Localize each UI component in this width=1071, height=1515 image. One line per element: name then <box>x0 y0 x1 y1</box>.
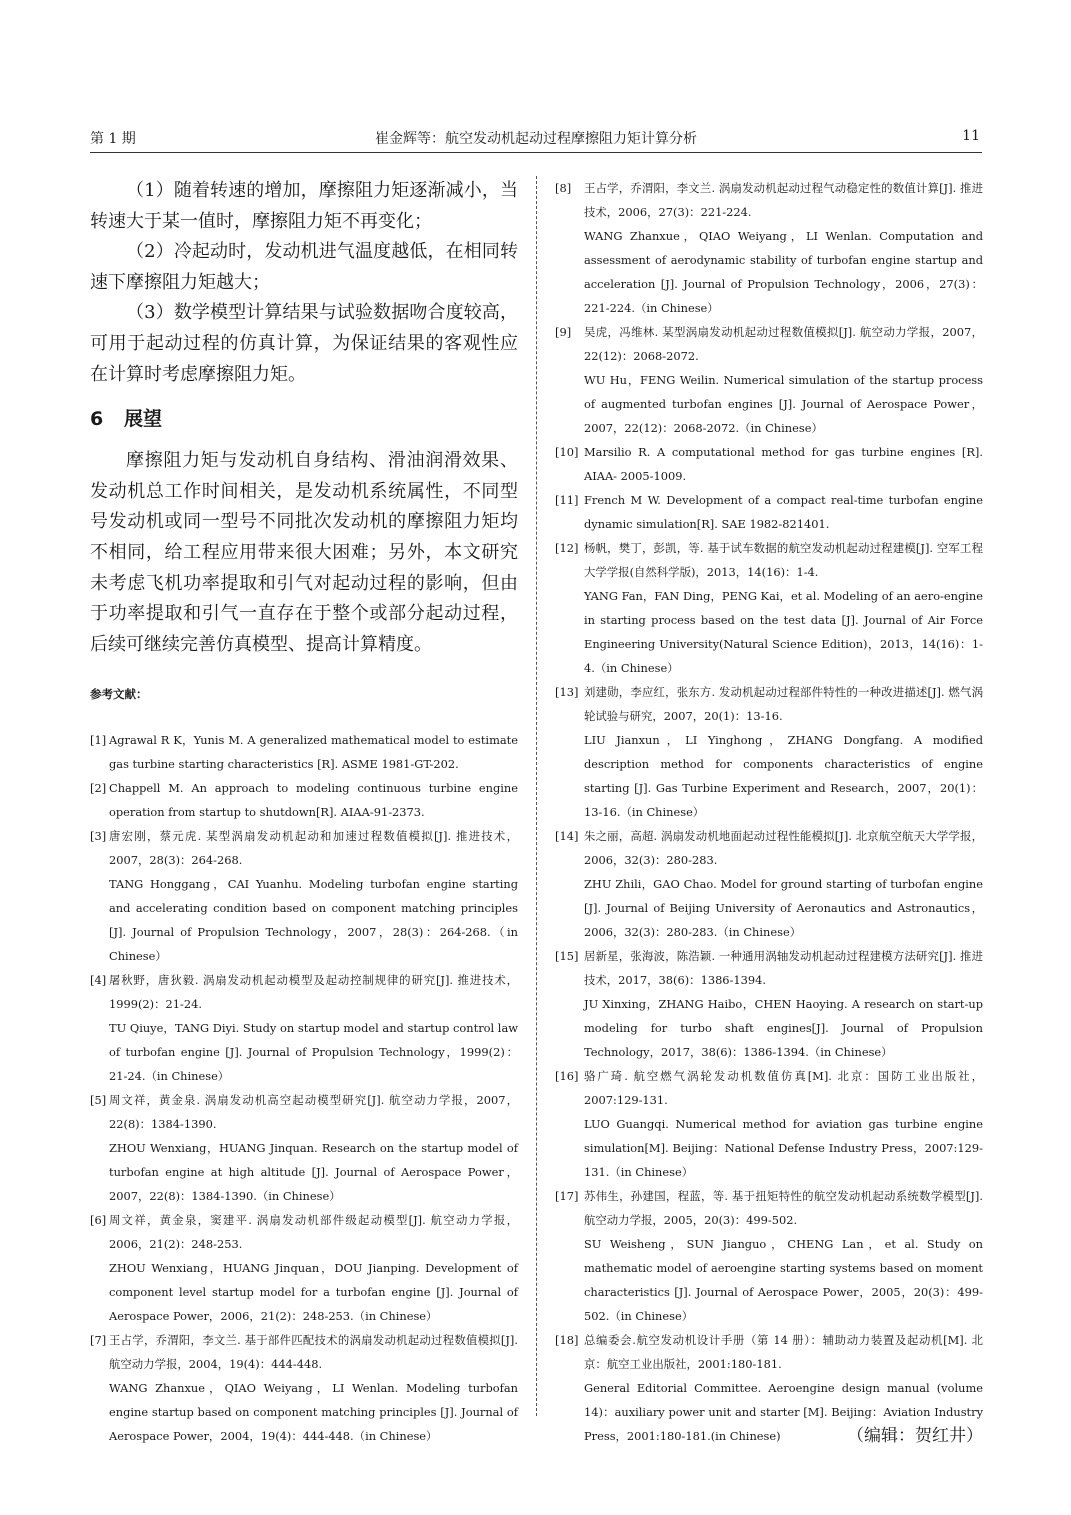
reference-number: [11] <box>555 493 579 507</box>
reference-text-en: WU Hu，FENG Weilin. Numerical simulation of the startup process of augmented turbofan engines [J]. Journal of Aerospace Power，2007，22(12)：2068-2072.（in Chinese） <box>584 373 983 435</box>
reference-item <box>90 824 518 968</box>
reference-item <box>555 680 983 824</box>
references-title: 参考文献： <box>90 687 148 702</box>
page-number: 11 <box>962 128 980 144</box>
reference-text: 杨帆，樊丁，彭凯，等. 基于试车数据的航空发动机起动过程建模[J]. 空军工程大学学报(自然科学版)，2013，14(16)：1-4. <box>584 541 983 579</box>
reference-item <box>90 1328 518 1448</box>
reference-number: [15] <box>555 949 579 963</box>
section-body: 摩擦阻力矩与发动机自身结构、滑油润滑效果、发动机总工作时间相关，是发动机系统属性，不同型号发动机或同一型号不同批次发动机的摩擦阻力矩均不相同，给工程应用带来很大困难；另外，本文研究未考虑飞机功率提取和引气对起动过程的影响，但由于功率提取和引气一直存在于整个或部分起动过程，后续可继续完善仿真模型、提高计算精度。 <box>90 450 518 655</box>
reference-number: [7] <box>90 1333 107 1348</box>
reference-number: [16] <box>555 1069 579 1083</box>
reference-item <box>555 440 983 488</box>
reference-text: Marsilio R. A computational method for gas turbine engines [R]. AIAA- 2005-1009. <box>584 445 983 483</box>
reference-text-en: YANG Fan，FAN Ding，PENG Kai，et al. Modeling of an aero-engine in starting process based on the test data [J]. Journal of Air Force Engineering University(Natural Science Edition)，2013，14(16)：1-4.（in Chinese） <box>584 589 983 675</box>
reference-text: 周文祥，黄金泉，窦建平. 涡扇发动机部件级起动模型[J]. 航空动力学报，2006，21(2)：248-253. <box>109 1213 518 1252</box>
reference-number: [9] <box>555 325 572 339</box>
reference-text: 居新星，张海波，陈浩颖. 一种通用涡轴发动机起动过程建模方法研究[J]. 推进技术，2017，38(6)：1386-1394. <box>584 949 983 987</box>
conclusion-item-3: （3）数学模型计算结果与试验数据吻合度较高，可用于起动过程的仿真计算，为保证结果的客观性应在计算时考虑摩擦阻力矩。 <box>90 302 518 385</box>
reference-text-en: ZHOU Wenxiang，HUANG Jinquan，DOU Jianping. Development of component level startup model for a turbofan engine [J]. Journal of Aerospace Power，2006，21(2)：248-253.（in Chinese） <box>109 1261 518 1324</box>
reference-item <box>555 1064 983 1184</box>
reference-text-en: SU Weisheng，SUN Jianguo，CHENG Lan，et al. Study on mathematic model of aeroengine starting systems based on moment characteristics [J]. Journal of Aerospace Power，2005，20(3)：499-502.（in Chinese） <box>584 1237 983 1323</box>
reference-text: French M W. Development of a compact real-time turbofan engine dynamic simulation[R]. SAE 1982-821401. <box>584 493 983 531</box>
reference-text-en: LUO Guangqi. Numerical method for aviation gas turbine engine simulation[M]. Beijing：National Defense Industry Press，2007:129-131.（in Chinese） <box>584 1117 983 1179</box>
reference-number: [5] <box>90 1093 107 1108</box>
reference-text: Agrawal R K，Yunis M. A generalized mathematical model to estimate gas turbine starting characteristics [R]. ASME 1981-GT-202. <box>109 733 518 772</box>
reference-number: [3] <box>90 829 107 844</box>
reference-text: 唐宏刚，蔡元虎. 某型涡扇发动机起动和加速过程数值模拟[J]. 推进技术，2007，28(3)：264-268. <box>109 829 518 868</box>
reference-text: 屠秋野，唐狄毅. 涡扇发动机起动模型及起动控制规律的研究[J]. 推进技术，1999(2)：21-24. <box>109 973 518 1012</box>
reference-text: 周文祥，黄金泉. 涡扇发动机高空起动模型研究[J]. 航空动力学报，2007，22(8)：1384-1390. <box>109 1093 518 1132</box>
reference-text: 朱之丽，高超. 涡扇发动机地面起动过程性能模拟[J]. 北京航空航天大学学报，2006，32(3)：280-283. <box>584 829 983 867</box>
running-title: 崔金辉等：航空发动机起动过程摩擦阻力矩计算分析 <box>375 131 697 147</box>
reference-item <box>555 320 983 440</box>
reference-text: 骆广琦. 航空燃气涡轮发动机数值仿真[M]. 北京：国防工业出版社，2007:129-131. <box>584 1069 983 1107</box>
reference-item <box>555 824 983 944</box>
reference-text: 总编委会.航空发动机设计手册（第 14 册）：辅助动力装置及起动机[M]. 北京：航空工业出版社，2001:180-181. <box>584 1333 983 1371</box>
reference-text-en: ZHOU Wenxiang，HUANG Jinquan. Research on the startup model of turbofan engine at high altitude [J]. Journal of Aerospace Power，2007，22(8)：1384-1390.（in Chinese） <box>109 1141 518 1204</box>
issue-number: 第 1 期 <box>90 131 136 147</box>
section-title: 展望 <box>124 408 163 431</box>
reference-number: [12] <box>555 541 579 555</box>
reference-item <box>90 1208 518 1328</box>
reference-item <box>90 776 518 824</box>
section-number: 6 <box>90 408 104 431</box>
reference-item <box>90 1088 518 1208</box>
reference-item <box>555 1328 983 1448</box>
reference-number: [2] <box>90 781 107 796</box>
conclusion-item-2: （2）冷起动时，发动机进气温度越低，在相同转速下摩擦阻力矩越大； <box>90 241 518 293</box>
section-heading <box>90 404 518 434</box>
editor-note: （编辑：贺红井） <box>847 1426 983 1446</box>
reference-text-en: TANG Honggang，CAI Yuanhu. Modeling turbofan engine starting and accelerating condition based on component matching principles [J]. Journal of Propulsion Technology，2007，28(3)：264-268.（in Chinese） <box>109 877 518 964</box>
reference-number: [17] <box>555 1189 579 1203</box>
column-divider <box>536 176 537 1416</box>
reference-number: [4] <box>90 973 107 988</box>
reference-text-en: JU Xinxing，ZHANG Haibo，CHEN Haoying. A research on start-up modeling for turbo shaft engines[J]. Journal of Propulsion Technology，2017，38(6)：1386-1394.（in Chinese） <box>584 997 983 1059</box>
reference-text: 吴虎，冯维林. 某型涡扇发动机起动过程数值模拟[J]. 航空动力学报，2007，22(12)：2068-2072. <box>584 325 983 363</box>
reference-item <box>555 176 983 320</box>
reference-text-en: LIU Jianxun，LI Yinghong，ZHANG Dongfang. A modified description method for components characteristics of engine starting [J]. Gas Turbine Experiment and Research，2007，20(1)：13-16.（in Chinese） <box>584 733 983 819</box>
reference-text-en: WANG Zhanxue，QIAO Weiyang，LI Wenlan. Computation and assessment of aerodynamic stability of turbofan engine startup and acceleration [J]. Journal of Propulsion Technology，2006，27(3)：221-224.（in Chinese） <box>584 229 983 315</box>
reference-number: [13] <box>555 685 579 699</box>
reference-item <box>90 728 518 776</box>
reference-text: Chappell M. An approach to modeling continuous turbine engine operation from startup to shutdown[R]. AIAA-91-2373. <box>109 781 518 820</box>
reference-item <box>555 536 983 680</box>
reference-text: 王占学，乔渭阳，李文兰. 基于部件匹配技术的涡扇发动机起动过程数值模拟[J]. 航空动力学报，2004，19(4)：444-448. <box>109 1333 518 1372</box>
reference-number: [1] <box>90 733 107 748</box>
reference-item <box>555 1184 983 1328</box>
reference-text-en: TU Qiuye，TANG Diyi. Study on startup model and startup control law of turbofan engine [J]. Journal of Propulsion Technology，1999(2)：21-24.（in Chinese） <box>109 1021 518 1084</box>
reference-text: 苏伟生，孙建国，程蓝，等. 基于扭矩特性的航空发动机起动系统数学模型[J]. 航空动力学报，2005，20(3)：499-502. <box>584 1189 983 1227</box>
reference-text-en: ZHU Zhili，GAO Chao. Model for ground starting of turbofan engine [J]. Journal of Beijing University of Aeronautics and Astronautics，2006，32(3)：280-283.（in Chinese） <box>584 877 983 939</box>
left-column <box>90 176 518 1448</box>
right-column <box>555 176 983 1448</box>
reference-text: 王占学，乔渭阳，李文兰. 涡扇发动机起动过程气动稳定性的数值计算[J]. 推进技术，2006，27(3)：221-224. <box>584 181 983 219</box>
reference-number: [14] <box>555 829 579 843</box>
conclusion-item-1: （1）随着转速的增加，摩擦阻力矩逐渐减小，当转速大于某一值时，摩擦阻力矩不再变化； <box>90 180 518 232</box>
reference-text-en: WANG Zhanxue，QIAO Weiyang，LI Wenlan. Modeling turbofan engine startup based on component matching principles [J]. Journal of Aerospace Power，2004，19(4)：444-448.（in Chinese） <box>109 1381 518 1444</box>
reference-text: 刘建勋，李应红，张东方. 发动机起动过程部件特性的一种改进描述[J]. 燃气涡轮试验与研究，2007，20(1)：13-16. <box>584 685 983 723</box>
page-header <box>90 126 982 153</box>
reference-number: [6] <box>90 1213 107 1228</box>
reference-item <box>90 968 518 1088</box>
reference-item <box>555 488 983 536</box>
reference-item <box>555 944 983 1064</box>
reference-number: [8] <box>555 181 572 195</box>
reference-text-en: General Editorial Committee. Aeroengine design manual (volume 14)：auxiliary power unit and starter [M]. Beijing：Aviation Industry Press，2001:180-181.(in Chinese) <box>584 1381 983 1443</box>
reference-number: [10] <box>555 445 579 459</box>
reference-number: [18] <box>555 1333 579 1347</box>
reference-list-left <box>90 728 518 1448</box>
